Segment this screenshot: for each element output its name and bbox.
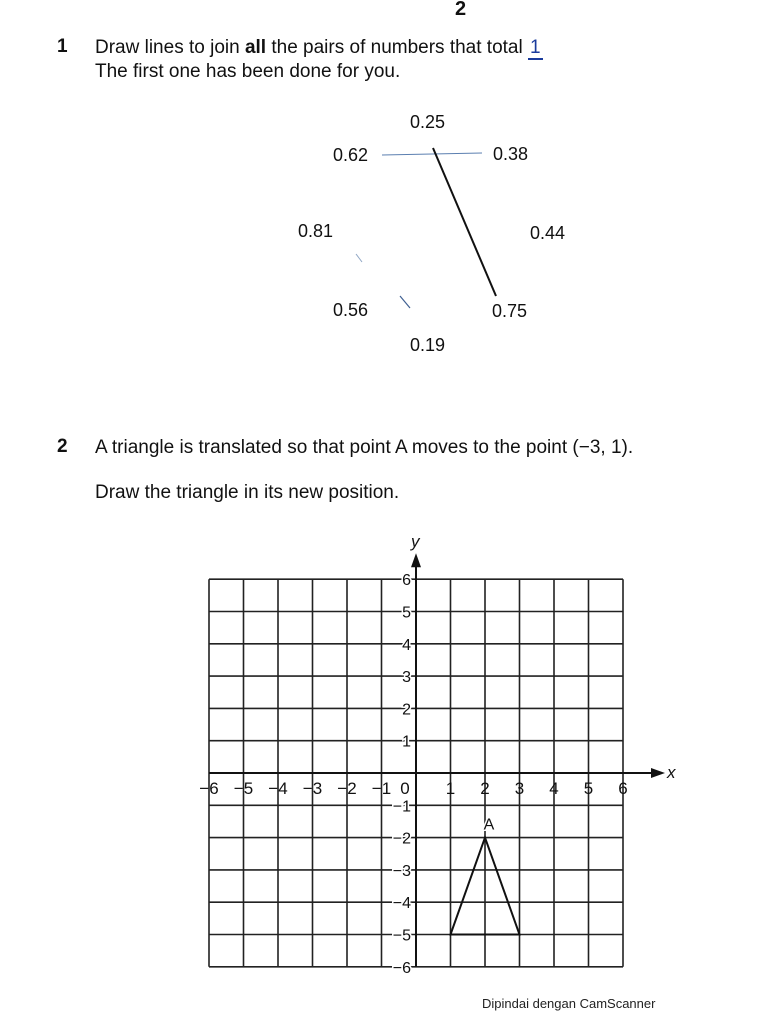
y-tick-label: −4 bbox=[392, 895, 411, 913]
number-0.25: 0.25 bbox=[410, 112, 446, 132]
question-1-line-2: The first one has been done for you. bbox=[95, 61, 401, 82]
y-tick-label: −1 bbox=[392, 798, 411, 816]
x-tick-label: 4 bbox=[549, 779, 559, 798]
x-tick-label: −6 bbox=[199, 779, 219, 798]
question-1-number: 1 bbox=[57, 36, 68, 57]
y-axis-arrow bbox=[411, 553, 421, 567]
y-tick-label: 2 bbox=[402, 701, 411, 719]
y-tick-label: 5 bbox=[402, 604, 411, 622]
y-tick-label: −2 bbox=[392, 830, 411, 848]
y-axis-label: y bbox=[411, 532, 420, 552]
q1-line1-suffix: the pairs of numbers that total bbox=[266, 37, 528, 58]
y-tick-label: −5 bbox=[392, 927, 411, 945]
number-0.75: 0.75 bbox=[492, 301, 528, 321]
x-tick-label: 3 bbox=[514, 779, 525, 798]
q1-line1-bold: all bbox=[244, 37, 267, 58]
x-tick-label: 2 bbox=[480, 779, 490, 798]
y-tick-label: 1 bbox=[402, 733, 411, 751]
number-0.44: 0.44 bbox=[530, 223, 566, 243]
question-2-line-1: A triangle is translated so that point A moves to the point (−3, 1). bbox=[95, 437, 634, 458]
x-tick-label: −1 bbox=[371, 779, 392, 798]
x-tick-label: −3 bbox=[302, 779, 323, 798]
origin-label: 0 bbox=[400, 779, 410, 798]
x-tick-label: −4 bbox=[268, 779, 288, 798]
scanner-footer: Dipindai dengan CamScanner bbox=[482, 996, 656, 1011]
y-tick-label: 6 bbox=[402, 572, 411, 590]
question-2-line-2: Draw the triangle in its new position. bbox=[95, 482, 400, 503]
x-tick-label: 6 bbox=[618, 779, 628, 798]
page-number: 2 bbox=[455, 0, 467, 20]
q1-line1-prefix: Draw lines to join bbox=[95, 37, 245, 58]
handwritten-total: 1 bbox=[530, 37, 541, 58]
question-2-number: 2 bbox=[57, 436, 68, 457]
y-tick-label: −3 bbox=[392, 862, 411, 880]
x-tick-label: 5 bbox=[583, 779, 594, 798]
number-0.56: 0.56 bbox=[333, 300, 369, 320]
x-tick-label: −2 bbox=[337, 779, 357, 798]
x-tick-label: 1 bbox=[445, 779, 456, 798]
point-a-label: A bbox=[483, 816, 495, 834]
y-tick-label: 4 bbox=[402, 636, 411, 654]
x-axis-arrow bbox=[651, 768, 665, 778]
number-0.38: 0.38 bbox=[493, 144, 529, 164]
y-tick-label: 3 bbox=[402, 669, 411, 687]
x-tick-label: −5 bbox=[233, 779, 254, 798]
y-tick-label: −6 bbox=[392, 959, 411, 977]
number-0.62: 0.62 bbox=[333, 145, 369, 165]
x-axis-label: x bbox=[667, 763, 676, 782]
number-0.81: 0.81 bbox=[298, 221, 334, 241]
number-0.19: 0.19 bbox=[410, 335, 446, 355]
